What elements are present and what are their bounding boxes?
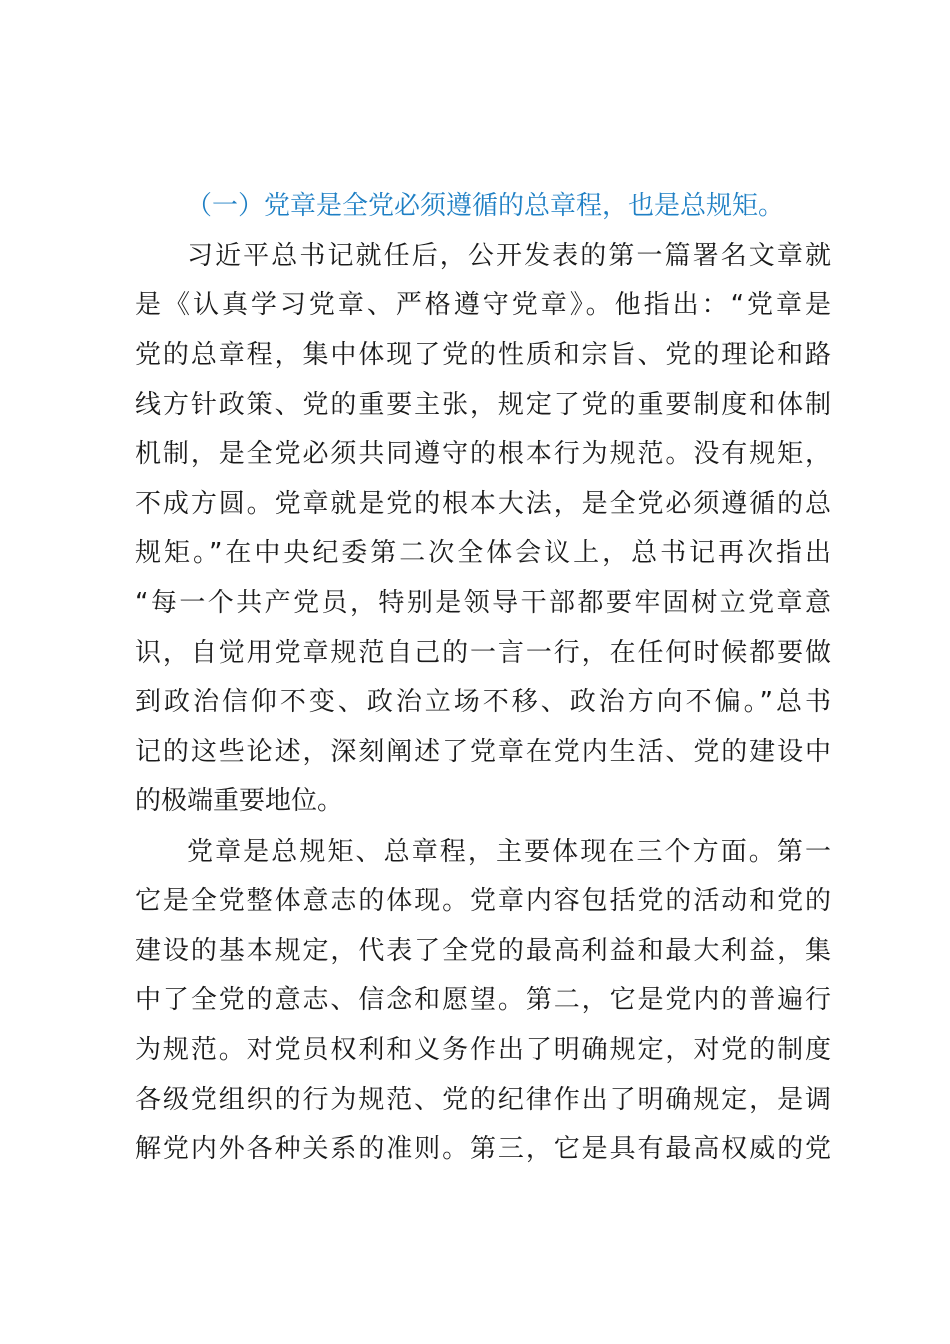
paragraph-2-line: 为规范。对党员权利和义务作出了明确规定，对党的制度 (135, 1035, 831, 1065)
paragraph-1-line: 习近平总书记就任后，公开发表的第一篇署名文章就 (187, 241, 831, 271)
paragraph-1-line: “每一个共产党员，特别是领导干部都要牢固树立党章意 (135, 588, 831, 618)
paragraph-1-line: 机制，是全党必须共同遵守的根本行为规范。没有规矩， (135, 439, 831, 469)
paragraph-1-line: 线方针政策、党的重要主张，规定了党的重要制度和体制 (135, 390, 831, 420)
paragraph-1-line: 识，自觉用党章规范自己的一言一行，在任何时候都要做 (135, 638, 831, 668)
paragraph-2-line: 建设的基本规定，代表了全党的最高利益和最大利益，集 (135, 936, 831, 966)
paragraph-1-line: 党的总章程，集中体现了党的性质和宗旨、党的理论和路 (135, 340, 831, 370)
paragraph-1-line: 不成方圆。党章就是党的根本大法，是全党必须遵循的总 (135, 489, 831, 519)
paragraph-2-line: 它是全党整体意志的体现。党章内容包括党的活动和党的 (135, 886, 831, 916)
paragraph-1-line: 是《认真学习党章、严格遵守党章》。他指出：“党章是 (135, 290, 831, 320)
paragraph-1-line: 的极端重要地位。 (135, 786, 344, 816)
paragraph-2-line: 解党内外各种关系的准则。第三，它是具有最高权威的党 (135, 1134, 831, 1164)
paragraph-1-line: 规矩。”在中央纪委第二次全体会议上，总书记再次指出 (135, 538, 831, 568)
paragraph-2-line: 各级党组织的行为规范、党的纪律作出了明确规定，是调 (135, 1085, 831, 1115)
section-heading: （一）党章是全党必须遵循的总章程，也是总规矩。 (186, 191, 785, 221)
paragraph-1-line: 到政治信仰不变、政治立场不移、政治方向不偏。”总书 (135, 687, 831, 717)
paragraph-2-line: 党章是总规矩、总章程，主要体现在三个方面。第一 (187, 837, 831, 867)
paragraph-2-line: 中了全党的意志、信念和愿望。第二，它是党内的普遍行 (135, 985, 831, 1015)
paragraph-1-line: 记的这些论述，深刻阐述了党章在党内生活、党的建设中 (135, 737, 831, 767)
